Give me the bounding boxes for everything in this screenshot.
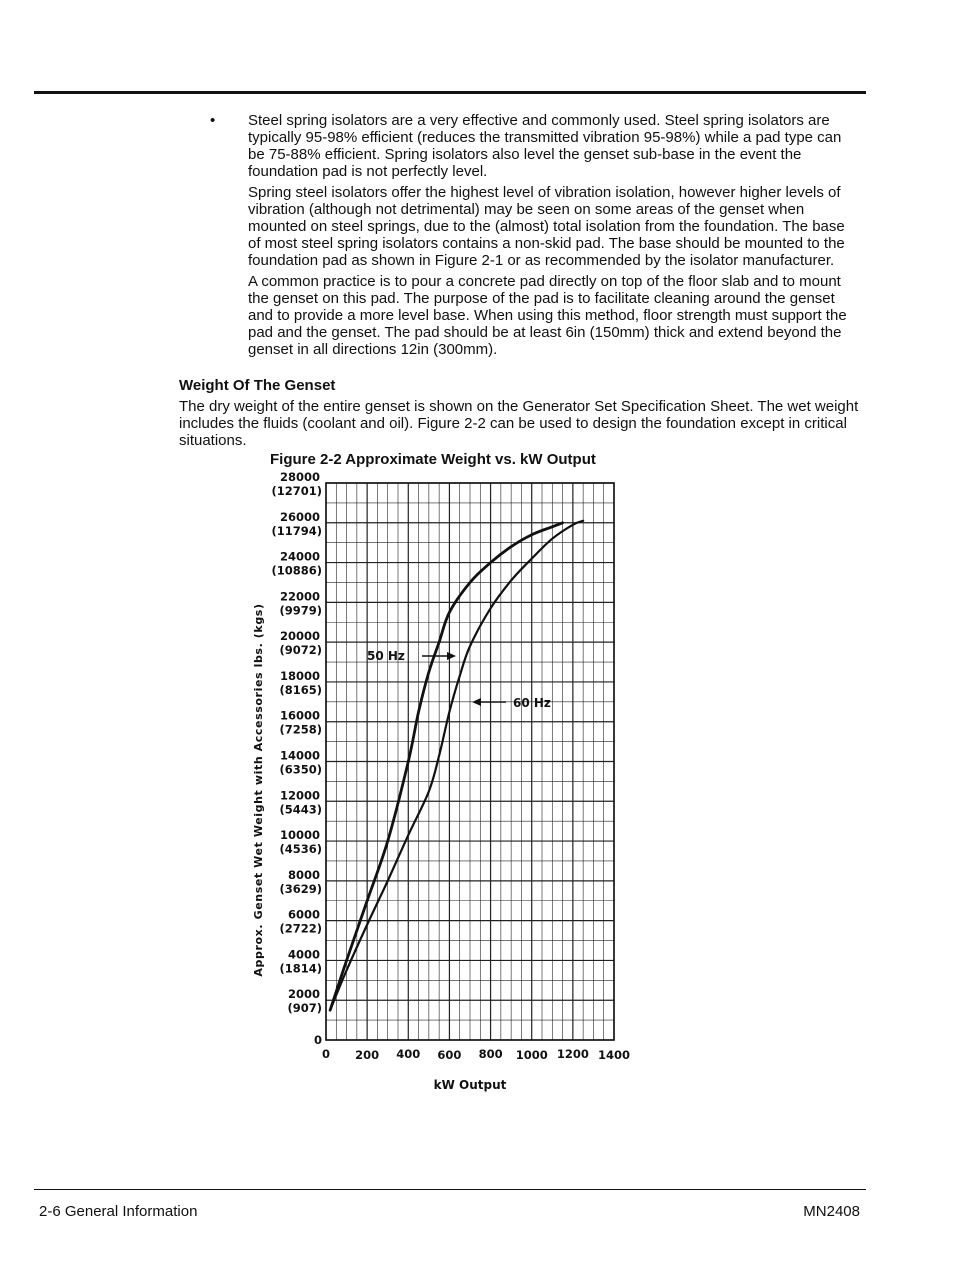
arrow-head-60hz — [472, 698, 481, 706]
y-tick-label-kgs: (4536) — [279, 842, 322, 857]
x-tick-label: 1000 — [515, 1048, 548, 1062]
x-tick-label: 1400 — [597, 1048, 631, 1062]
bullet-text — [248, 112, 860, 358]
y-tick-label-lbs: 14000 — [279, 748, 320, 763]
y-tick-label-lbs: 28000 — [279, 470, 320, 484]
footer-doc-number: MN2408 — [803, 1203, 860, 1220]
y-tick-label-lbs: 22000 — [279, 589, 320, 604]
x-tick-label: 0 — [321, 1047, 331, 1061]
y-tick-label-kgs: (9979) — [279, 603, 322, 618]
section-body: The dry weight of the entire genset is shown on the Generator Set Specification Sheet. The wet weight includes the fluids (coolant and oil). Figure 2-2 can be used to design the foundation except in critical situations. — [179, 398, 859, 449]
x-tick-label: 400 — [396, 1047, 421, 1061]
section-heading: Weight Of The Genset — [179, 377, 336, 394]
y-tick-label-kgs: (3629) — [279, 881, 322, 896]
x-tick-label: 800 — [478, 1047, 503, 1061]
y-tick-label-kgs: (907) — [287, 1001, 322, 1016]
footer-section-label: 2-6 General Information — [39, 1203, 198, 1220]
y-tick-label-lbs: 24000 — [279, 549, 320, 564]
series-label-60hz: 60 Hz — [513, 696, 551, 710]
y-tick-labels — [271, 470, 322, 1047]
weight-vs-kw-chart — [240, 470, 640, 1100]
series-callout-60hz — [472, 696, 551, 710]
arrow-head-50hz — [447, 652, 456, 660]
x-axis-label: kW Output — [433, 1078, 507, 1092]
y-tick-label-lbs: 2000 — [287, 987, 320, 1002]
y-tick-label-kgs: (11794) — [271, 523, 322, 538]
bullet-paragraph-3: A common practice is to pour a concrete pad directly on top of the floor slab and to mount the genset on this pad. The purpose of the pad is to facilitate cleaning around the genset and to provide a more level base. When using this method, floor strength must support the pad and the genset. The pad should be at least 6in (150mm) thick and extend beyond the genset in all directions 12in (300mm). — [248, 273, 847, 358]
y-tick-label-lbs: 12000 — [279, 788, 320, 803]
x-tick-labels — [322, 1047, 630, 1062]
y-tick-label-lbs: 0 — [313, 1033, 322, 1047]
y-tick-label-kgs: (1814) — [279, 961, 322, 976]
series-label-50hz: 50 Hz — [367, 649, 405, 663]
y-tick-label-kgs: (9072) — [279, 643, 322, 658]
x-tick-label: 1200 — [556, 1047, 589, 1061]
y-tick-label-kgs: (8165) — [279, 682, 322, 697]
y-tick-label-kgs: (12701) — [271, 484, 322, 498]
y-tick-label-kgs: (2722) — [279, 921, 322, 936]
y-tick-label-lbs: 20000 — [279, 629, 320, 644]
y-tick-label-lbs: 18000 — [279, 668, 320, 683]
chart-series — [330, 521, 583, 1010]
bullet-icon: • — [210, 112, 216, 129]
series-line-50hz — [330, 523, 562, 1010]
series-line-60hz — [330, 521, 583, 1010]
y-tick-label-lbs: 10000 — [279, 828, 320, 843]
y-tick-label-lbs: 16000 — [279, 708, 320, 723]
bullet-item — [210, 112, 860, 362]
y-tick-label-lbs: 8000 — [287, 867, 320, 882]
chart-grid — [326, 483, 614, 1040]
y-tick-label-kgs: (6350) — [279, 762, 322, 777]
y-tick-label-lbs: 26000 — [279, 509, 320, 524]
y-tick-label-kgs: (5443) — [279, 802, 322, 817]
footer-rule — [34, 1189, 866, 1190]
y-axis-label: Approx. Genset Wet Weight with Accessories lbs. (kgs) — [252, 603, 265, 977]
y-tick-label-lbs: 4000 — [287, 947, 320, 962]
series-callout-50hz — [367, 649, 456, 663]
figure-caption: Figure 2-2 Approximate Weight vs. kW Output — [270, 451, 596, 468]
bullet-paragraph-1: Steel spring isolators are a very effective and commonly used. Steel spring isolators are typically 95-98% efficient (reduces the transmitted vibration 95-98%) while a pad type can be 75-88% efficient. Spring isolators also level the genset sub-base in the event the foundation pad is not perfectly level. — [248, 112, 842, 180]
bullet-paragraph-2: Spring steel isolators offer the highest level of vibration isolation, however higher levels of vibration (although not detrimental) may be seen on some areas of the genset when mounted on steel springs, due to the (almost) total isolation from the foundation. The base of most steel spring isolators contains a non-skid pad. The base should be mounted to the foundation pad as shown in Figure 2-1 or as recommended by the isolator manufacturer. — [248, 184, 845, 269]
y-tick-label-kgs: (10886) — [271, 563, 322, 578]
y-tick-label-lbs: 6000 — [287, 907, 320, 922]
y-tick-label-kgs: (7258) — [279, 722, 322, 737]
x-tick-label: 200 — [355, 1048, 380, 1062]
x-tick-label: 600 — [437, 1048, 462, 1062]
header-rule — [34, 91, 866, 94]
